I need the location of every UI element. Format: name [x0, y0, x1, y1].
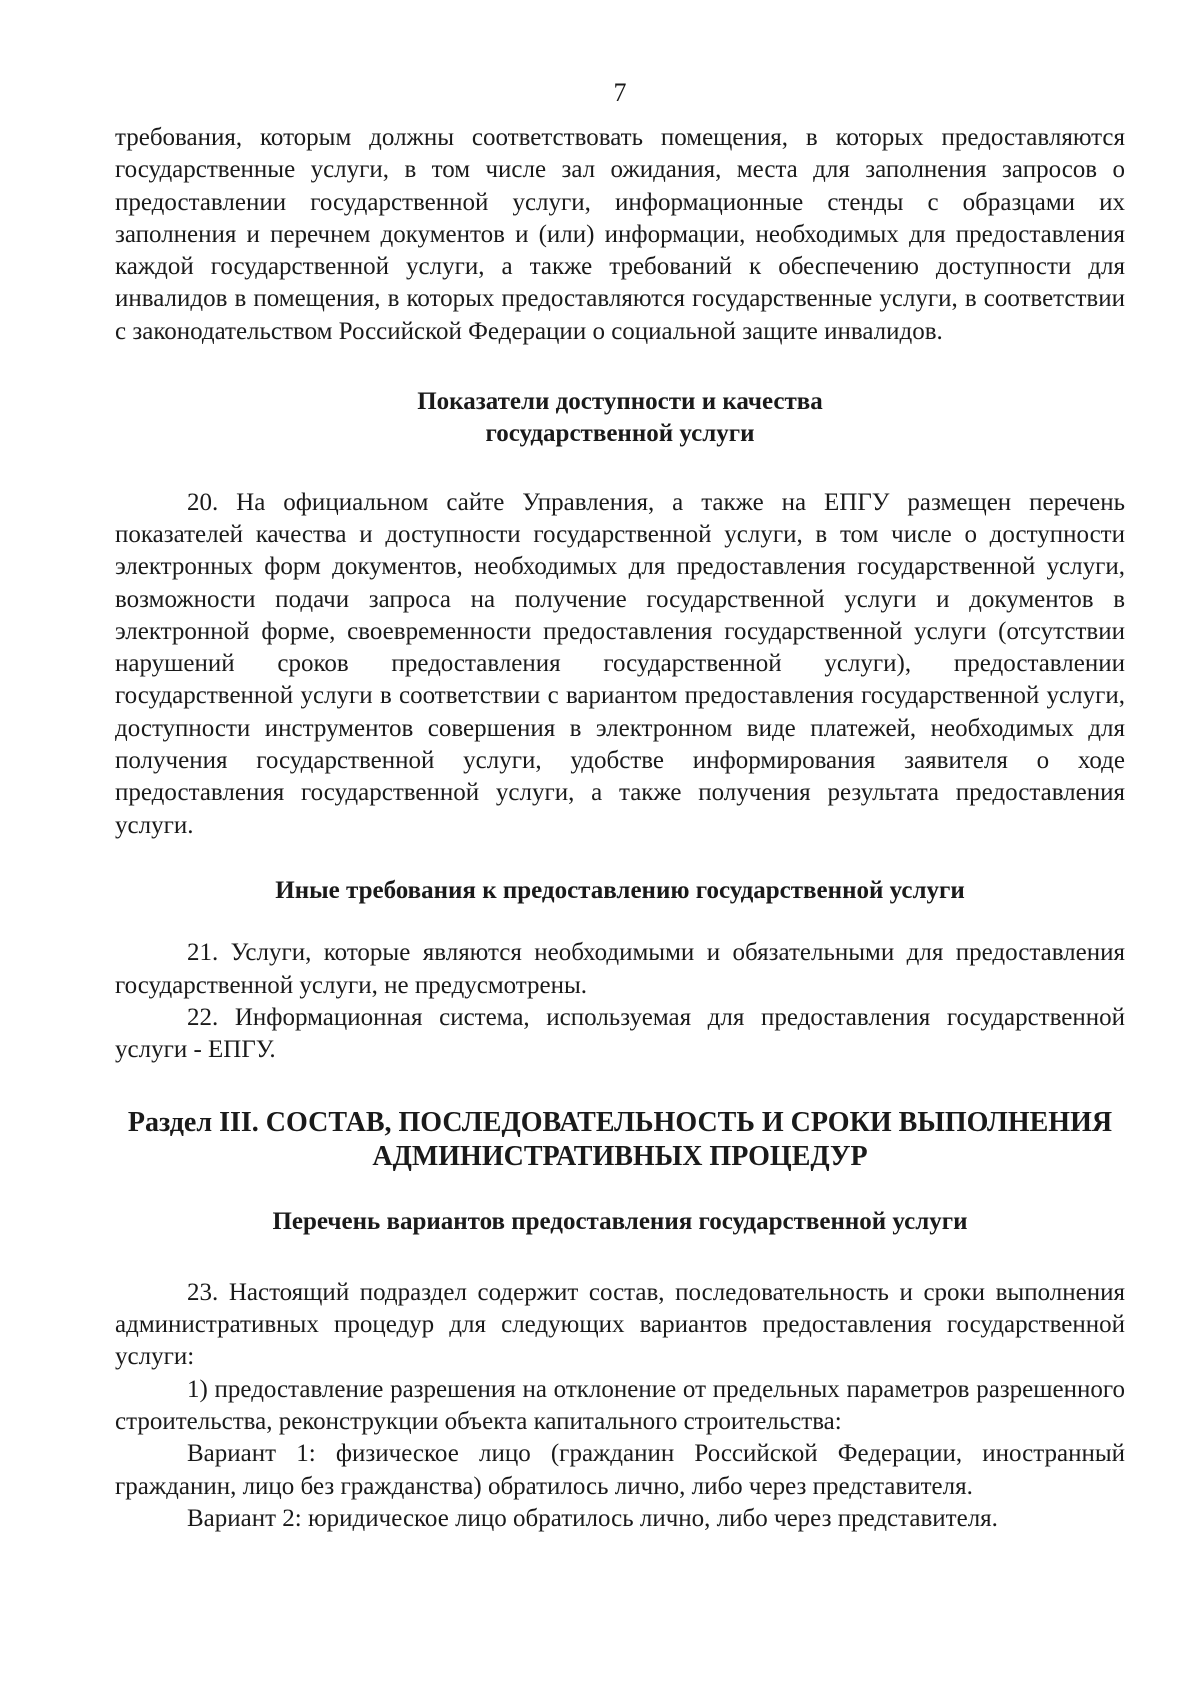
heading-other-requirements: Иные требования к предоставлению государственной услуги — [275, 876, 965, 904]
variant-2: Вариант 2: юридическое лицо обратилось лично, либо через представителя. — [187, 1504, 998, 1532]
heading-indicators-line1: Показатели доступности и качества — [417, 388, 823, 416]
paragraph-21: 21. Услуги, которые являются необходимыми и обязательными для предоставления государственной услуги, не предусмотрены. — [115, 939, 1125, 999]
paragraph-23: 23. Настоящий подраздел содержит состав, последовательность и сроки выполнения административных процедур для следующих вариантов предоставления государственной услуги: — [115, 1278, 1125, 1371]
top-paragraph: требования, которым должны соответствовать помещения, в которых предоставляются государственные услуги, в том числе зал ожидания, места для заполнения запросов о предоставлении государственной услуги, информационные стенды с образцами их заполнения и перечнем документов и (или) информации, необходимых для предоставления каждой государственной услуги, а также требований к обеспечению доступности для инвалидов в помещения, в которых предоставляются государственные услуги, в соответствии с законодательством Российской Федерации о социальной защите инвалидов. — [115, 124, 1125, 345]
document-body — [115, 122, 1125, 1535]
section-heading-line2: АДМИНИСТРАТИВНЫХ ПРОЦЕДУР — [372, 1141, 868, 1173]
page-number: 7 — [613, 78, 627, 107]
heading-indicators-line2: государственной услуги — [485, 420, 755, 448]
variant-1: Вариант 1: физическое лицо (гражданин Российской Федерации, иностранный гражданин, лицо без гражданства) обратилось лично, либо через представителя. — [115, 1440, 1125, 1500]
list-item-1: 1) предоставление разрешения на отклонение от предельных параметров разрешенного строительства, реконструкции объекта капитального строительства: — [115, 1375, 1125, 1435]
section-heading-line1: Раздел III. СОСТАВ, ПОСЛЕДОВАТЕЛЬНОСТЬ И СРОКИ ВЫПОЛНЕНИЯ — [127, 1107, 1113, 1139]
heading-variants-list: Перечень вариантов предоставления государственной услуги — [272, 1208, 968, 1236]
paragraph-20: 20. На официальном сайте Управления, а также на ЕПГУ размещен перечень показателей качества и доступности государственной услуги, в том числе о доступности электронных форм документов, необходимых для предоставления государственной услуги, возможности подачи запроса на получение государственной услуги и документов в электронной форме, своевременности предоставления государственной услуги (отсутствии нарушений сроков предоставления государственной услуги), предоставлении государственной услуги в соответствии с вариантом предоставления государственной услуги, доступности инструментов совершения в электронном виде платежей, необходимых для получения государственной услуги, удобстве информирования заявителя о ходе предоставления государственной услуги, а также получения результата предоставления услуги. — [115, 488, 1125, 839]
paragraph-22: 22. Информационная система, используемая для предоставления государственной услуги - ЕПГУ. — [115, 1003, 1125, 1064]
